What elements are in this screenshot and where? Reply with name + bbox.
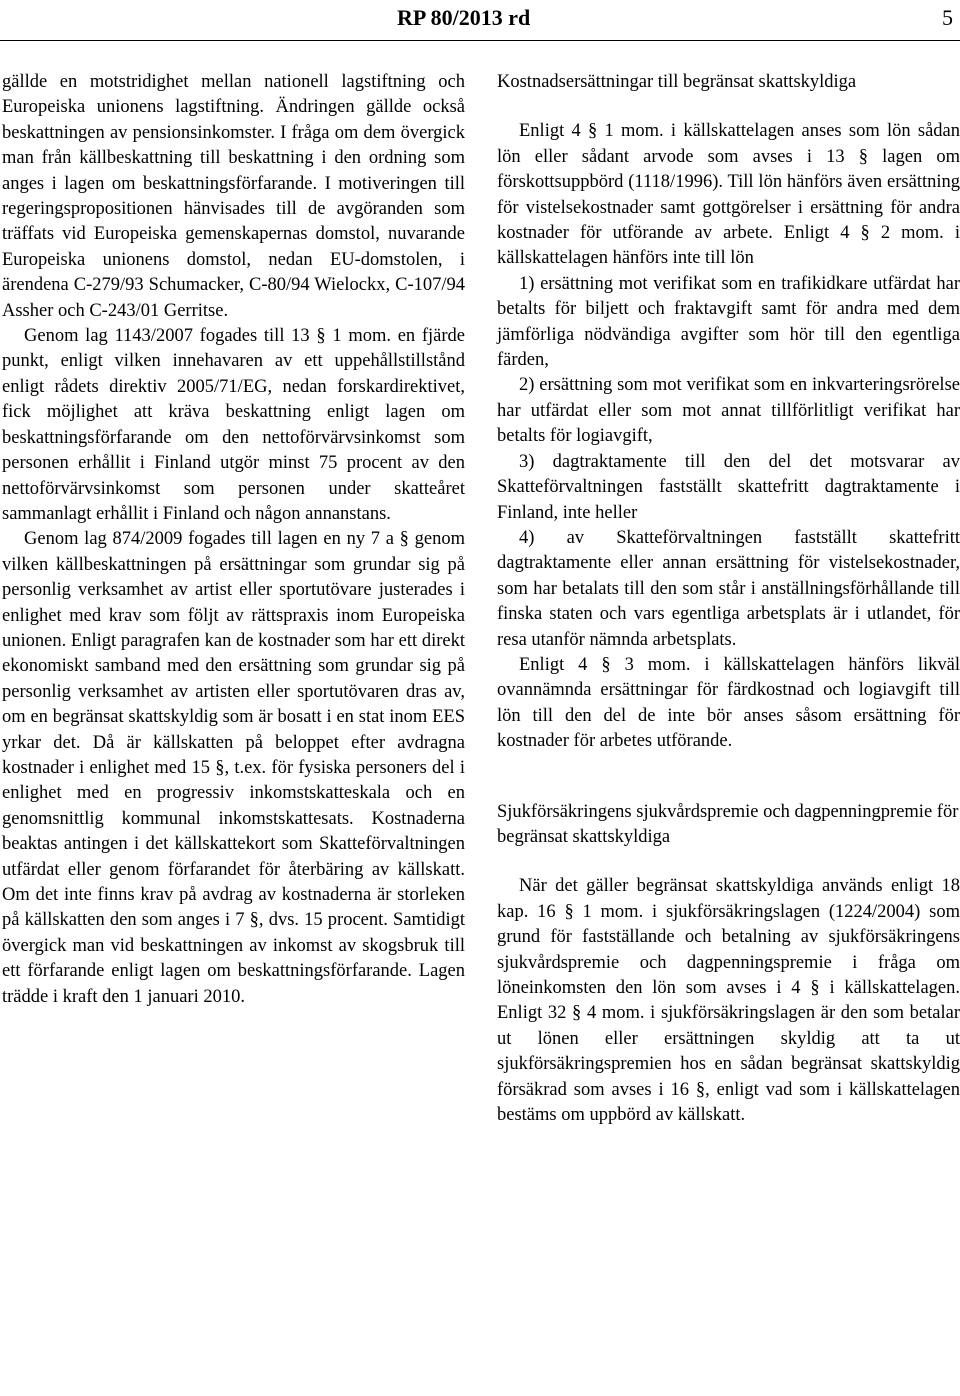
section-heading: Kostnadsersättningar till begränsat skattskyldiga: [497, 72, 857, 92]
left-column: [2, 70, 465, 1010]
list-item: 3) dagtraktamente till den del det motsvarar av Skatteförvaltningen fastställt skattefritt dagtraktamente i Finland, inte heller: [497, 451, 960, 523]
list-item: 4) av Skatteförvaltningen fastställt skattefritt dagtraktamente eller annan ersättning för vistelsekostnader, som har betalats till den som står i anställningsförhållande till finska staten och vars egentliga arbetsplats är i utlandet, för resa utanför nämnda arbetsplats.: [497, 527, 960, 650]
body-paragraph: Enligt 4 § 3 mom. i källskattelagen hänförs likväl ovannämnda ersättningar för färdkostnad och logiavgift till lön till den del de inte bör anses såsom ersättning för kostnader för arbetes utförande.: [497, 654, 960, 752]
running-header: [0, 6, 960, 41]
list-item: 2) ersättning som mot verifikat som en inkvarteringsrörelse har utfärdat eller som mot annat tillförlitligt verifikat har betalts för logiavgift,: [497, 375, 960, 447]
document-id: RP 80/2013 rd: [397, 5, 531, 30]
body-paragraph: Genom lag 874/2009 fogades till lagen en ny 7 a § genom vilken källbeskattningen på ersättningar som grundar sig på personlig verksamhet av artist eller sportutövare justerades i enlighet med krav som följt av rättspraxis inom Europeiska unionen. Enligt paragrafen kan de kostnader som har ett direkt ekonomiskt samband med den ersättning som grundar sig på personlig verksamhet av artisten eller sportutövaren dras av, om en begränsat skattskyldig som är bosatt i en stat inom EES yrkar det. Då är källskatten på beloppet efter avdragna kostnader i enlighet med 15 §, t.ex. för fysiska personers del i enlighet med en progressiv inkomstskatteskala och en genomsnittlig kommunal inkomstskattesats. Kostnaderna beaktas antingen i det källskattekort som Skatteförvaltningen utfärdat eller genom förfarandet för återbäring av källskatt. Om det inte finns krav på avdrag av kostnaderna är storleken på källskatten den som anges i 7 §, dvs. 15 procent. Samtidigt övergick man vid beskattningen av inkomst av skogsbruk till ett förfarande enligt lagen om beskattningsförfarande. Lagen trädde i kraft den 1 januari 2010.: [2, 529, 465, 1007]
body-paragraph: Genom lag 1143/2007 fogades till 13 § 1 mom. en fjärde punkt, enligt vilken innehavaren av ett uppehållstillstånd enligt rådets direktiv 2005/71/EG, nedan forskardirektivet, fick möjlighet att kräva beskattning enligt lagen om beskattningsförfarande om den nettoförvärvsinkomst som personen erhållit i Finland utgör minst 75 procent av den nettoförvärvsinkomst som personen under skatteåret sammanlagt erhållit i Finland och någon annanstans.: [2, 326, 465, 524]
body-paragraph: Enligt 4 § 1 mom. i källskattelagen anses som lön sådan lön eller sådant arvode som avses i 13 § lagen om förskottsuppbörd (1118/1996). Till lön hänförs även ersättning för vistelsekostnader samt gottgörelser i ersättning för andra kostnader för utförande av arbete. Enligt 4 § 2 mom. i källskattelagen hänförs inte till lön: [497, 121, 960, 269]
list-item: 1) ersättning mot verifikat som en trafikidkare utfärdat har betalts för biljett och fraktavgift samt för andra med dem jämförliga nödvändiga avgifter som hör till den egentliga färden,: [497, 273, 960, 371]
page-number: 5: [942, 5, 953, 30]
body-paragraph: gällde en motstridighet mellan nationell lagstiftning och Europeiska unionens lagstiftning. Ändringen gällde också beskattningen av pensionsinkomster. I fråga om dem övergick man från källbeskattning till beskattning i den ordning som anges i lagen om beskattningsförfarande. I motiveringen till regeringspropositionen hänvisades till de avgöranden som träffats vid Europeiska gemenskapernas domstol, nuvarande Europeiska unionens domstol, nedan EU-domstolen, i ärendena C-279/93 Schumacker, C-80/94 Wielockx, C-107/94 Assher och C-243/01 Gerritse.: [2, 72, 465, 321]
body-paragraph: När det gäller begränsat skattskyldiga används enligt 18 kap. 16 § 1 mom. i sjukförsäkringslagen (1224/2004) som grund för fastställande och betalning av sjukförsäkringens sjukvårdspremie och dagpenningspremie i fråga om löneinkomsten den lön som avses i 4 § i källskattelagen. Enligt 32 § 4 mom. i sjukförsäkringslagen är den som betalar ut lönen eller ersättningen skyldig att ta ut sjukförsäkringspremien hos en sådan begränsat skattskyldig försäkrad som avses i 16 §, enligt vad som i källskattelagen bestäms om uppbörd av källskatt.: [497, 876, 960, 1126]
section-heading: Sjukförsäkringens sjukvårdspremie och dagpenningpremie för begränsat skattskyldiga: [497, 801, 959, 847]
right-column: [497, 70, 960, 1128]
